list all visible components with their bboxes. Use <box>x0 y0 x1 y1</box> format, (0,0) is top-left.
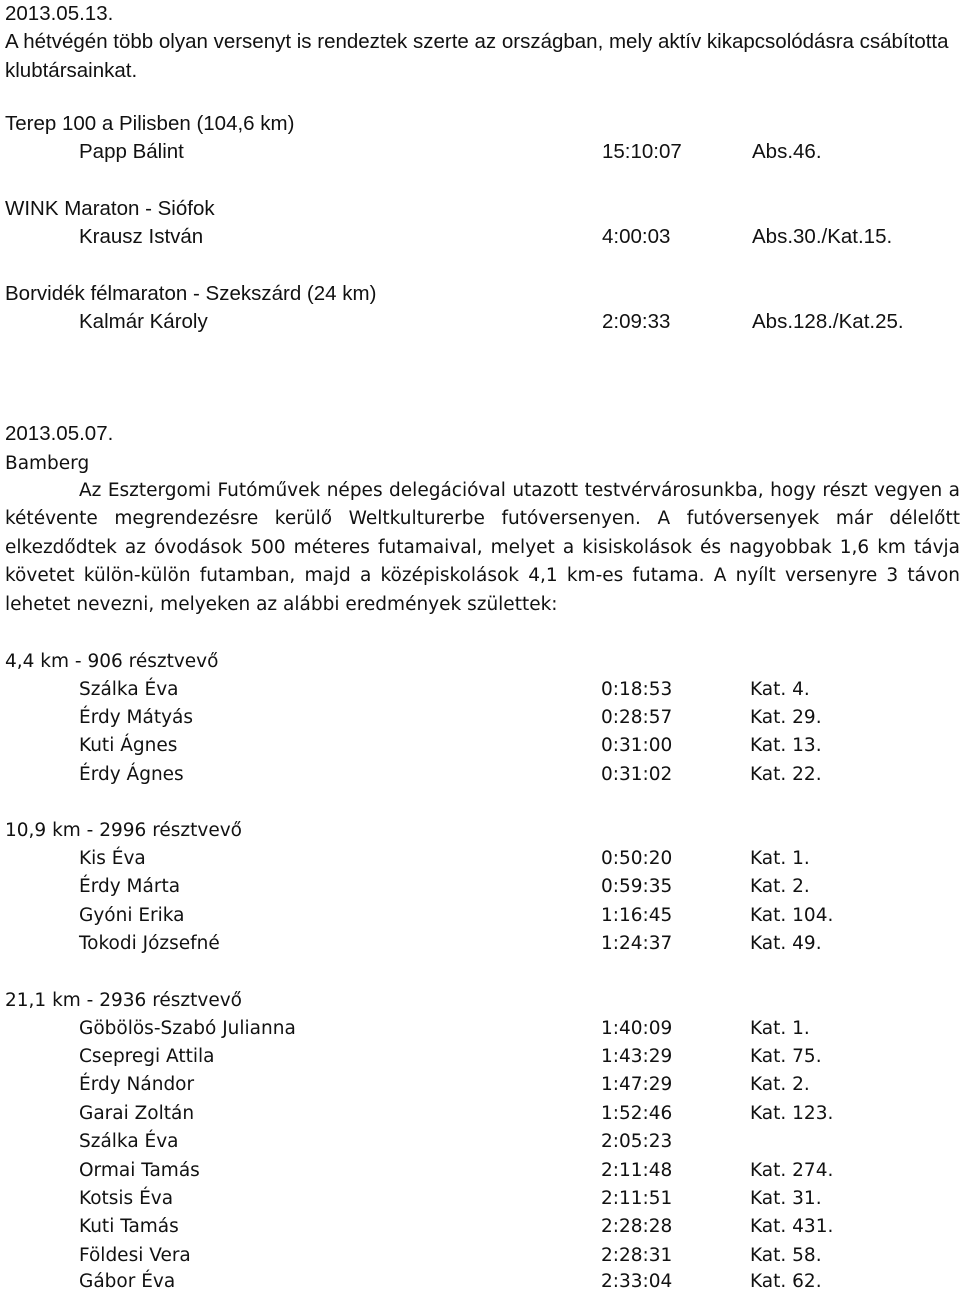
result-name: Érdy Nándor <box>79 1074 195 1095</box>
news-date: 2013.05.07. <box>5 422 114 445</box>
race-title: Borvidék félmaraton - Szekszárd (24 km) <box>5 282 377 305</box>
result-name: Papp Bálint <box>79 140 184 163</box>
result-time: 2:09:33 <box>602 310 671 333</box>
article-paragraph <box>5 477 960 619</box>
result-rank: Abs.30./Kat.15. <box>752 225 893 248</box>
result-time: 2:05:23 <box>601 1131 673 1152</box>
result-rank: Kat. 13. <box>750 735 822 756</box>
result-rank: Kat. 58. <box>750 1245 822 1266</box>
result-name: Érdy Ágnes <box>79 764 184 785</box>
result-time: 2:11:48 <box>601 1160 673 1181</box>
result-rank: Kat. 1. <box>750 848 810 869</box>
result-name: Csepregi Attila <box>79 1046 215 1067</box>
result-name: Földesi Vera <box>79 1245 191 1266</box>
result-name: Érdy Márta <box>79 876 181 897</box>
result-time: 0:31:02 <box>601 764 673 785</box>
result-time: 2:28:31 <box>601 1245 673 1266</box>
result-time: 1:43:29 <box>601 1046 673 1067</box>
result-rank: Kat. 274. <box>750 1160 834 1181</box>
result-time: 2:33:04 <box>601 1271 673 1292</box>
article-paragraph-text: Az Esztergomi Futóművek népes delegációval utazott testvérvárosunkba, hogy részt vegyen a kétévente megrendezésre kerülő Weltkulturerbe futóversenyen. A futóversenyek már délelőtt elkezdődtek az óvodások 500 méteres futamaival, melyet a kisiskolások és nagyobbak 1,6 km távja követet külön-külön futamban, majd a középiskolások 4,1 km-es futama. A nyílt versenyre 3 távon lehetet nevezni, melyeken az alábbi eredmények születtek: <box>5 480 960 615</box>
result-rank: Kat. 49. <box>750 933 822 954</box>
race-title: Terep 100 a Pilisben (104,6 km) <box>5 112 295 135</box>
result-rank: Kat. 75. <box>750 1046 822 1067</box>
result-rank: Abs.46. <box>752 140 822 163</box>
category-heading: 21,1 km - 2936 résztvevő <box>5 990 242 1011</box>
result-rank: Kat. 2. <box>750 1074 810 1095</box>
result-name: Szálka Éva <box>79 679 179 700</box>
result-name: Kotsis Éva <box>79 1188 174 1209</box>
result-rank: Abs.128./Kat.25. <box>752 310 904 333</box>
result-rank: Kat. 4. <box>750 679 810 700</box>
result-time: 1:52:46 <box>601 1103 673 1124</box>
result-time: 1:16:45 <box>601 905 673 926</box>
result-rank: Kat. 1. <box>750 1018 810 1039</box>
intro-text-line-2: klubtársainkat. <box>5 59 138 82</box>
result-name: Szálka Éva <box>79 1131 179 1152</box>
result-time: 0:50:20 <box>601 848 673 869</box>
result-name: Gyóni Erika <box>79 905 185 926</box>
result-rank: Kat. 2. <box>750 876 810 897</box>
result-time: 0:18:53 <box>601 679 673 700</box>
result-rank: Kat. 29. <box>750 707 822 728</box>
intro-text-line-1: A hétvégén több olyan versenyt is rendeztek szerte az országban, mely aktív kikapcsolódásra csábította <box>5 30 949 53</box>
result-rank: Kat. 123. <box>750 1103 834 1124</box>
result-rank: Kat. 22. <box>750 764 822 785</box>
result-name: Kuti Ágnes <box>79 735 178 756</box>
result-name: Kis Éva <box>79 848 146 869</box>
result-rank: Kat. 62. <box>750 1271 822 1292</box>
result-time: 1:40:09 <box>601 1018 673 1039</box>
result-time: 2:28:28 <box>601 1216 673 1237</box>
news-date: 2013.05.13. <box>5 2 114 25</box>
result-name: Göbölös-Szabó Julianna <box>79 1018 296 1039</box>
event-place: Bamberg <box>5 453 90 474</box>
race-title: WINK Maraton - Siófok <box>5 197 215 220</box>
category-heading: 4,4 km - 906 résztvevő <box>5 651 219 672</box>
result-name: Krausz István <box>79 225 204 248</box>
result-time: 15:10:07 <box>602 140 682 163</box>
result-time: 4:00:03 <box>602 225 671 248</box>
result-time: 0:31:00 <box>601 735 673 756</box>
result-time: 1:47:29 <box>601 1074 673 1095</box>
result-name: Kalmár Károly <box>79 310 208 333</box>
result-time: 1:24:37 <box>601 933 673 954</box>
result-time: 0:59:35 <box>601 876 673 897</box>
result-time: 2:11:51 <box>601 1188 673 1209</box>
result-rank: Kat. 431. <box>750 1216 834 1237</box>
result-name: Garai Zoltán <box>79 1103 195 1124</box>
category-heading: 10,9 km - 2996 résztvevő <box>5 820 242 841</box>
result-name: Kuti Tamás <box>79 1216 179 1237</box>
result-name: Tokodi Józsefné <box>79 933 220 954</box>
result-rank: Kat. 31. <box>750 1188 822 1209</box>
result-time: 0:28:57 <box>601 707 673 728</box>
result-name: Érdy Mátyás <box>79 707 194 728</box>
result-name: Ormai Tamás <box>79 1160 200 1181</box>
result-name: Gábor Éva <box>79 1271 176 1292</box>
result-rank: Kat. 104. <box>750 905 834 926</box>
